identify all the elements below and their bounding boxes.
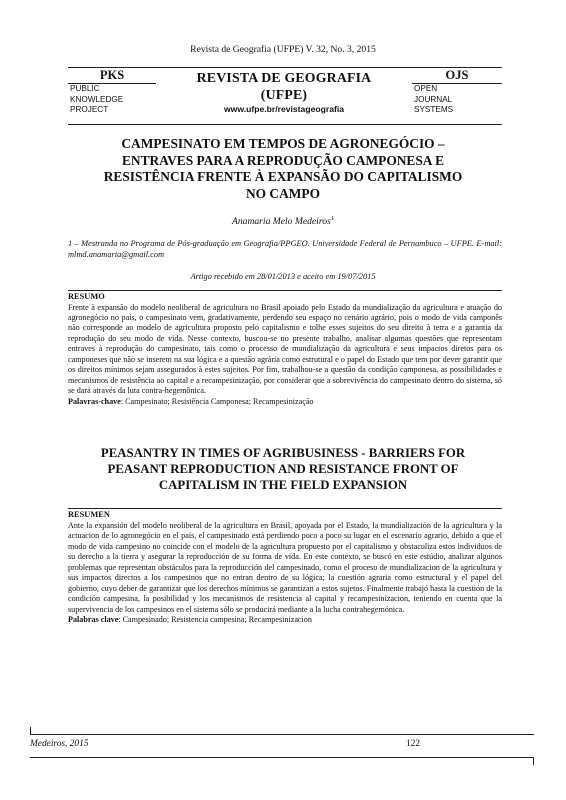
ojs-abbreviation: OJS [412, 68, 502, 84]
resumen-section [68, 508, 502, 626]
keywords-list: : Campesinato; Resistência Camponesa; Recampesinização [120, 396, 314, 406]
english-title-line: CAPITALISM IN THE FIELD EXPANSION [158, 478, 408, 493]
article-title-line: ENTRAVES PARA A REPRODUÇÃO CAMPONESA E [121, 152, 445, 168]
ojs-logo-block [412, 68, 502, 116]
pks-word: PROJECT [70, 105, 109, 115]
pks-word: KNOWLEDGE [70, 94, 124, 104]
running-head: Revista de Geografia (UFPE) V. 32, No. 3, 2015 [190, 44, 376, 55]
pks-word: PUBLIC [70, 84, 100, 93]
footer-rule-tick [30, 727, 31, 735]
keywords-line [68, 397, 502, 407]
palabras-clave-line [68, 615, 502, 625]
footer-rule-tick [533, 757, 534, 765]
ojs-word: OPEN [414, 84, 438, 93]
abstract-heading: RESUMO [68, 292, 105, 301]
english-title-line: PEASANTRY IN TIMES OF AGRIBUSINESS - BARRIERS FOR [100, 446, 466, 460]
article-title-line: NO CAMPO [245, 185, 320, 201]
page-number: 122 [406, 739, 421, 749]
palabras-clave-label: Palabras clave [68, 615, 119, 625]
abstract-section [68, 290, 502, 407]
ojs-word: JOURNAL [414, 94, 453, 104]
author-affiliation: 1 – Mestranda no Programa de Pós-graduação em Geografia/PPGEO. Universidade Federal de Pernambuco – UFPE. E-mail: mlmd.anamaria@gmail.com [68, 239, 502, 260]
pks-abbreviation: PKS [68, 68, 156, 84]
palabras-clave-list: : Campesinado; Resistencia campesina; Recampesinizacion [118, 615, 312, 625]
english-title-line: PEASANT REPRODUCTION AND RESISTANCE FRONT OF [107, 462, 459, 477]
resumen-body: Ante la expansión del modelo neoliberal de la agricultura en Brasil, apoyada por el Estado, la mundialización de la agricultura y la actuacion de lo agronegócio en el país, el campesinado está perdiendo poco a poco su lugar en el escenario agrario, debido a que el modo de vida campesino no coincide con el modelo de la agricultura propuesto por el capitalismo y obstaculiza estos individuos de su derecho a la tierra y asegurar la reproducción de su forma de vida. En este contexto, se buscó en este estúdio, analizar algunos problemas que representan obstáculos para la reproducción del campesinado, como el proceso de mundializacion de la agricultura y sus impactos directos a los campesinos que no entran dentro de su lógica; la cuestión agraria como estructural y el papel del gobierno, cuyo deber de garantizar que los derechos mínimos se garantizan a estos sujetos. Finalmente trabajó hasta la cuestión de la condición campesina, la posibilidad y los mecanismos de resistencia al capital y recampesinizacion, teniendo en cuenta que la supervivencia de los campesinos en el sistema sólo se producirá mediante a la lucha contrahegemónica. [68, 520, 502, 614]
pkp-logo-block [68, 68, 156, 116]
author-line [0, 215, 566, 227]
journal-masthead [68, 67, 502, 125]
journal-url: www.ufpe.br/revistageografia [223, 104, 345, 114]
resumen-heading: RESUMEN [68, 510, 110, 519]
article-title-line: CAMPESINATO EM TEMPOS DE AGRONEGÓCIO – [121, 136, 445, 151]
footer-citation: Medeiros, 2015 [30, 739, 89, 749]
article-title [60, 136, 506, 202]
ojs-words [412, 84, 502, 116]
journal-title-line: REVISTA DE GEOGRAFIA [196, 70, 372, 85]
keywords-label: Palavras-chave [68, 396, 121, 406]
journal-title-block [158, 69, 410, 116]
author-footnote-mark: 1 [330, 215, 334, 222]
page-footer [30, 734, 534, 758]
author-name: Anamaria Melo Medeiros [231, 216, 331, 228]
abstract-body: Frente à expansão do modelo neoliberal de agricultura no Brasil apoiado pelo Estado da mundialização da agricultura e atuação do agronegócio no país, o campesinato vem, gradativamente, perdendo seu espaço no cenário agrário, pois o modo de vida camponês não corresponde ao modelo de agricultura proposto pelo capitalismo e tolhe esses sujeitos do seu direito à terra e a garantia da reprodução do seu modo de vida. Nesse contexto, buscou-se no presente trabalho, analisar algumas questões que representam entraves à reprodução do campesinato, tais como o processo de mundialização da agricultura e seus impactos diretos para os camponeses que não se inserem na sua lógica e a questão agrária como estrutural e o papel do Estado que tem por dever garantir que os direitos mínimos sejam assegurados à estes sujeitos. Por fim, trabalhou-se a questão da condição camponesa, as possibilidades e mecanismos de resistência ao capital e a recampesinização, por considerar que a sobrevivência do campesinato dentro do sistema, só se dará através da luta contra-hegemônica. [68, 302, 502, 396]
journal-title-line: (UFPE) [260, 87, 308, 102]
pks-words [68, 84, 156, 116]
english-title [66, 445, 500, 494]
ojs-word: SYSTEMS [414, 105, 454, 115]
received-date: Artigo recebido em 28/01/2013 e aceito em 19/07/2015 [190, 272, 376, 281]
article-title-line: RESISTÊNCIA FRENTE À EXPANSÃO DO CAPITALISMO [103, 169, 463, 185]
